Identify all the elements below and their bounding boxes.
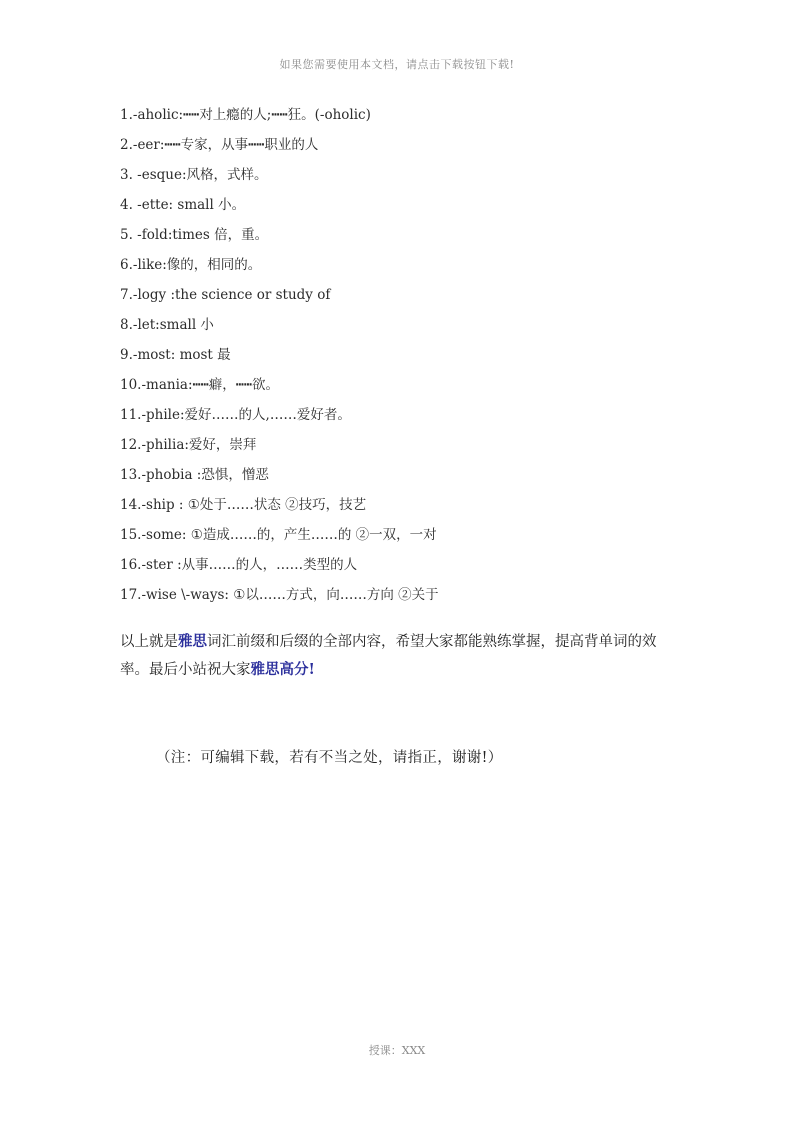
list-item: 12.-philia:爱好，崇拜 bbox=[120, 437, 257, 453]
ielts-high-score-highlight: 雅思高分 bbox=[250, 660, 309, 678]
list-item: 7.-logy :the science or study of bbox=[120, 287, 331, 303]
list-item: 15.-some: ①造成……的，产生……的 ②一双，一对 bbox=[120, 527, 437, 543]
summary-text: 词汇前缀和后缀的全部内容，希望大家都能熟练掌握，提高背单词的效率。最后小站祝大家 bbox=[120, 633, 657, 678]
list-item: 4. -ette: small 小。 bbox=[120, 197, 246, 213]
list-item: 14.-ship : ①处于……状态 ②技巧，技艺 bbox=[120, 497, 367, 513]
footer-instructor: 授课：XXX bbox=[368, 1044, 426, 1057]
list-item: 13.-phobia :恐惧，憎恶 bbox=[120, 467, 269, 483]
list-item: 2.-eer:┅┅专家，从事┅┅职业的人 bbox=[120, 137, 319, 153]
list-item: 1.-aholic:┅┅对上瘾的人;┅┅狂。(-oholic) bbox=[120, 107, 371, 123]
list-item: 11.-phile:爱好……的人,……爱好者。 bbox=[120, 407, 351, 423]
suffix-list bbox=[120, 104, 680, 614]
list-item: 3. -esque:风格，式样。 bbox=[120, 167, 268, 183]
list-item: 10.-mania:┅┅癖，┅┅欲。 bbox=[120, 377, 280, 393]
list-item: 9.-most: most 最 bbox=[120, 347, 231, 363]
list-item: 17.-wise \-ways: ①以……方式，向……方向 ②关于 bbox=[120, 587, 439, 603]
summary-exclamation: ! bbox=[308, 660, 315, 678]
download-hint: 如果您需要使用本文档，请点击下载按钮下载! bbox=[279, 58, 515, 71]
list-item: 6.-like:像的，相同的。 bbox=[120, 257, 262, 273]
edit-note: （注：可编辑下载，若有不当之处，请指正，谢谢!） bbox=[156, 750, 503, 766]
summary-text: 以上就是 bbox=[120, 633, 178, 650]
list-item: 5. -fold:times 倍，重。 bbox=[120, 227, 269, 243]
ielts-highlight: 雅思 bbox=[178, 632, 207, 650]
list-item: 8.-let:small 小 bbox=[120, 317, 214, 333]
summary-paragraph bbox=[120, 628, 680, 684]
list-item: 16.-ster :从事……的人，……类型的人 bbox=[120, 557, 358, 573]
